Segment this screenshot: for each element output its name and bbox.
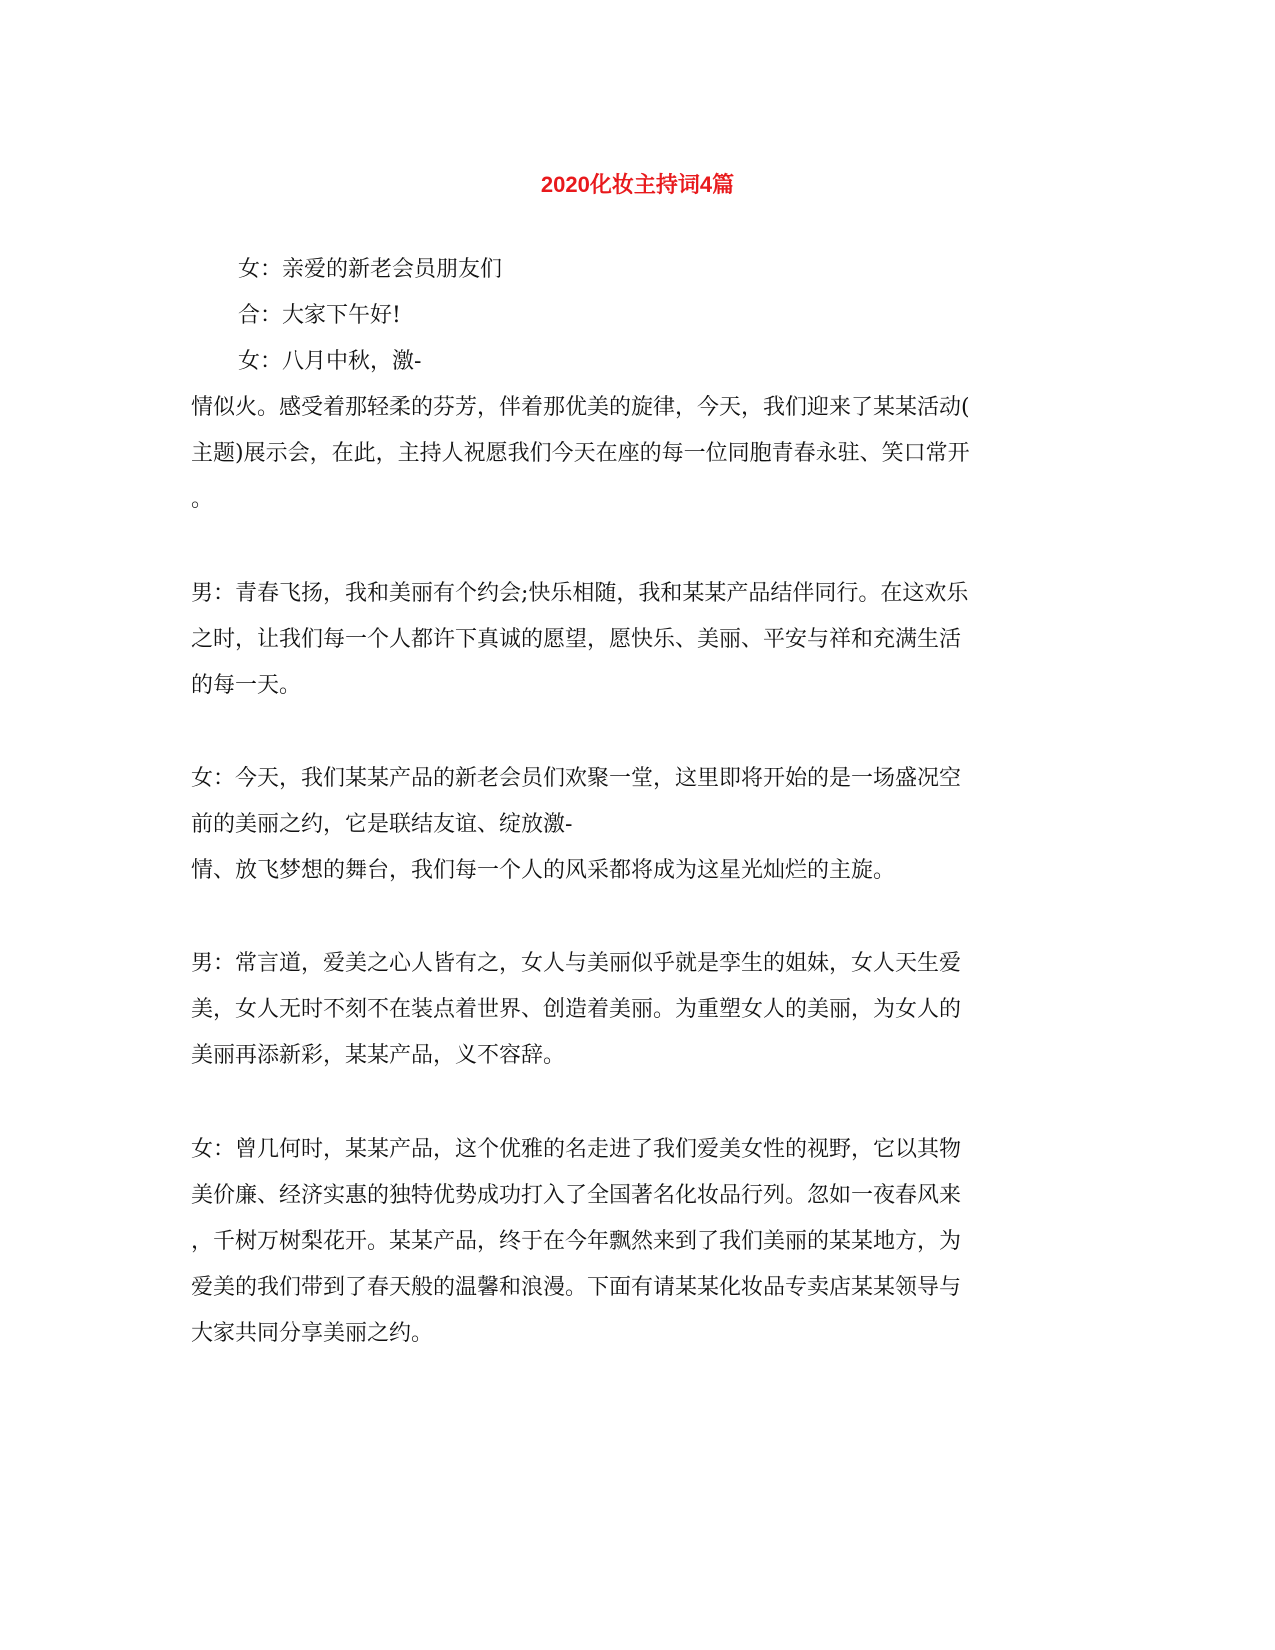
- paragraph: [191, 293, 1071, 339]
- paragraph-line: 女：亲爱的新老会员朋友们: [238, 257, 503, 282]
- paragraph-line: 美丽再添新彩，某某产品，义不容辞。: [191, 1043, 566, 1068]
- paragraph-line: 大家共同分享美丽之约。: [191, 1321, 434, 1346]
- paragraph-line: 。: [191, 487, 214, 512]
- paragraph-line: 情、放飞梦想的舞台，我们每一个人的风采都将成为这星光灿烂的主旋。: [191, 858, 896, 883]
- paragraph-line: 女：曾几何时，某某产品，这个优雅的名走进了我们爱美女性的视野，它以其物: [191, 1137, 962, 1162]
- paragraph: [191, 385, 1071, 523]
- paragraph-line: 合：大家下午好!: [238, 303, 401, 328]
- paragraph-line: 情似火。感受着那轻柔的芬芳，伴着那优美的旋律，今天，我们迎来了某某活动(: [191, 395, 970, 420]
- paragraph: [191, 571, 1071, 709]
- paragraph: [191, 1127, 1071, 1357]
- paragraph: [191, 756, 1071, 894]
- paragraph-line: 前的美丽之约，它是联结友谊、绽放激-: [191, 812, 573, 837]
- paragraph-line: 男：常言道，爱美之心人皆有之，女人与美丽似乎就是孪生的姐妹，女人天生爱: [191, 951, 962, 976]
- paragraph-line: 男：青春飞扬，我和美丽有个约会;快乐相随，我和某某产品结伴同行。在这欢乐: [191, 581, 969, 606]
- paragraph-line: 主题)展示会，在此，主持人祝愿我们今天在座的每一位同胞青春永驻、笑口常开: [191, 441, 970, 466]
- paragraph: [191, 339, 1071, 385]
- paragraph-line: 之时，让我们每一个人都许下真诚的愿望，愿快乐、美丽、平安与祥和充满生活: [191, 627, 962, 652]
- paragraph-line: 的每一天。: [191, 673, 302, 698]
- document-title: 2020化妆主持词4篇: [540, 172, 735, 197]
- paragraph: [191, 247, 1071, 293]
- paragraph-line: 美，女人无时不刻不在装点着世界、创造着美丽。为重塑女人的美丽，为女人的: [191, 997, 962, 1022]
- paragraph-line: 女：八月中秋，激-: [238, 349, 422, 374]
- paragraph-line: ，千树万树梨花开。某某产品，终于在今年飘然来到了我们美丽的某某地方，为: [191, 1229, 962, 1254]
- paragraph-line: 爱美的我们带到了春天般的温馨和浪漫。下面有请某某化妆品专卖店某某领导与: [191, 1275, 962, 1300]
- paragraph-line: 美价廉、经济实惠的独特优势成功打入了全国著名化妆品行列。忽如一夜春风来: [191, 1183, 962, 1208]
- paragraph-line: 女：今天，我们某某产品的新老会员们欢聚一堂，这里即将开始的是一场盛况空: [191, 766, 962, 791]
- paragraph: [191, 941, 1071, 1079]
